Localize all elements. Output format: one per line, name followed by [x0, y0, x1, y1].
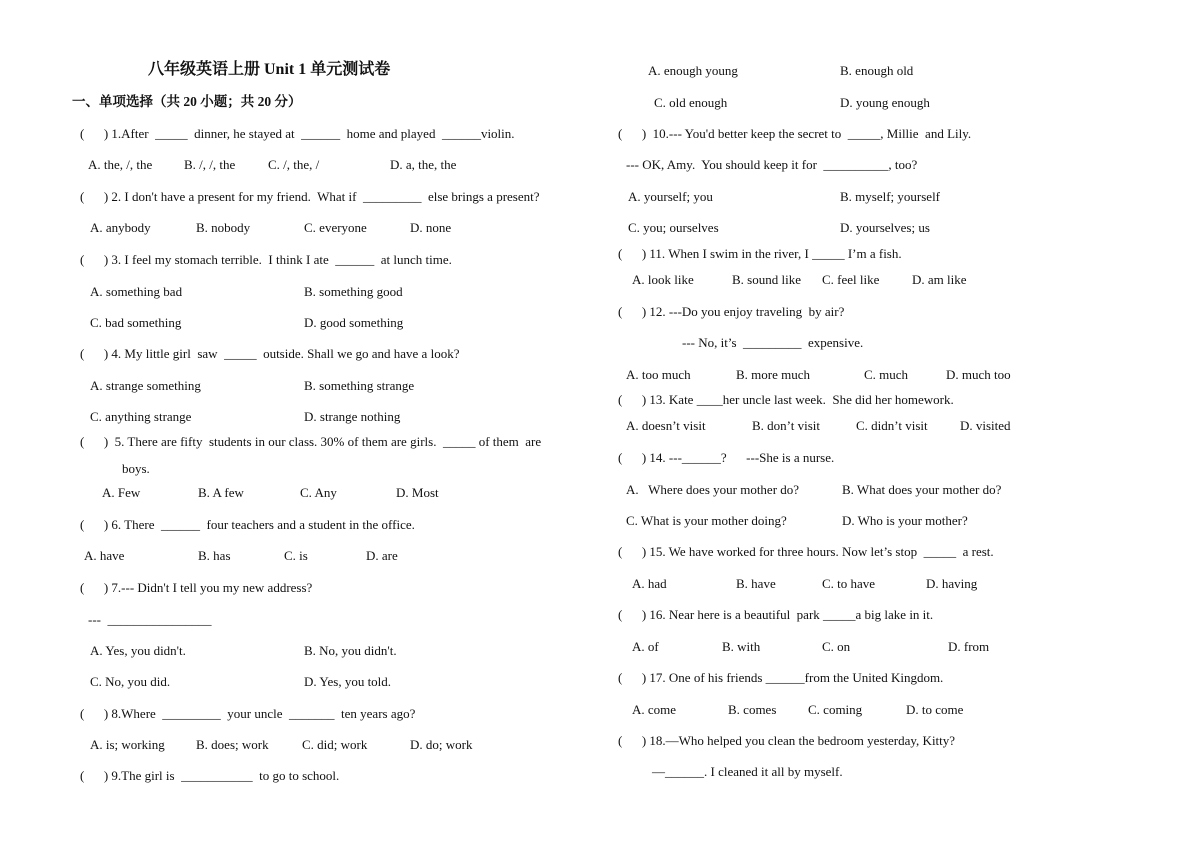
q6-option-c: C. is: [284, 548, 308, 563]
question-3: ( ) 3. I feel my stomach terrible. I think I ate ______ at lunch time.: [80, 252, 452, 267]
q1-option-c: C. /, the, /: [268, 157, 320, 172]
question-11: ( ) 11. When I swim in the river, I _____ I’m a fish.: [618, 246, 902, 261]
question-18-continued: —______. I cleaned it all by myself.: [652, 764, 843, 779]
question-13: ( ) 13. Kate ____her uncle last week. She did her homework.: [618, 392, 954, 407]
q9-option-d: D. young enough: [840, 95, 930, 110]
q4-option-b: B. something strange: [304, 378, 415, 393]
q8-option-d: D. do; work: [410, 737, 473, 752]
question-12: ( ) 12. ---Do you enjoy traveling by air?: [618, 304, 845, 319]
question-2: ( ) 2. I don't have a present for my friend. What if _________ else brings a present?: [80, 189, 540, 204]
q17-option-a: A. come: [632, 702, 677, 717]
q15-option-c: C. to have: [822, 576, 876, 591]
question-7-answer-line: --- ________________: [88, 612, 212, 627]
q1-option-d: D. a, the, the: [390, 157, 457, 172]
q5-option-c: C. Any: [300, 485, 337, 500]
q17-option-c: C. coming: [808, 702, 863, 717]
q17-option-b: B. comes: [728, 702, 777, 717]
q7-option-a: A. Yes, you didn't.: [90, 643, 186, 658]
question-10-continued: --- OK, Amy. You should keep it for __________, too?: [626, 157, 918, 172]
question-10: ( ) 10.--- You'd better keep the secret to _____, Millie and Lily.: [618, 126, 972, 141]
q9-option-c: C. old enough: [654, 95, 728, 110]
q16-option-d: D. from: [948, 639, 990, 654]
q16-option-c: C. on: [822, 639, 851, 654]
q12-option-b: B. more much: [736, 367, 811, 382]
q6-option-a: A. have: [84, 548, 125, 563]
q2-option-d: D. none: [410, 220, 452, 235]
question-5-continued: boys.: [122, 461, 150, 476]
section-heading: 一、单项选择（共 20 小题；共 20 分）: [72, 94, 302, 109]
q7-option-b: B. No, you didn't.: [304, 643, 397, 658]
q16-option-a: A. of: [632, 639, 659, 654]
q4-option-c: C. anything strange: [90, 409, 192, 424]
q3-option-c: C. bad something: [90, 315, 182, 330]
q16-option-b: B. with: [722, 639, 761, 654]
q5-option-a: A. Few: [102, 485, 141, 500]
q11-option-a: A. look like: [632, 272, 694, 287]
q2-option-c: C. everyone: [304, 220, 367, 235]
q9-option-a: A. enough young: [648, 63, 738, 78]
q7-option-c: C. No, you did.: [90, 674, 171, 689]
question-18: ( ) 18.—Who helped you clean the bedroom yesterday, Kitty?: [618, 733, 956, 748]
question-15: ( ) 15. We have worked for three hours. Now let’s stop _____ a rest.: [618, 544, 994, 559]
q14-option-a: A. Where does your mother do?: [626, 482, 800, 497]
q9-option-b: B. enough old: [840, 63, 914, 78]
q12-option-a: A. too much: [626, 367, 691, 382]
q11-option-d: D. am like: [912, 272, 967, 287]
q4-option-d: D. strange nothing: [304, 409, 401, 424]
question-14: ( ) 14. ---______? ---She is a nurse.: [618, 450, 835, 465]
page-title: 八年级英语上册 Unit 1 单元测试卷: [148, 61, 391, 78]
question-12-continued: --- No, it’s _________ expensive.: [682, 335, 864, 350]
q1-option-b: B. /, /, the: [184, 157, 236, 172]
q15-option-b: B. have: [736, 576, 776, 591]
q8-option-c: C. did; work: [302, 737, 368, 752]
q12-option-c: C. much: [864, 367, 909, 382]
q14-option-c: C. What is your mother doing?: [626, 513, 787, 528]
q1-option-a: A. the, /, the: [88, 157, 153, 172]
q6-option-d: D. are: [366, 548, 398, 563]
q10-option-c: C. you; ourselves: [628, 220, 719, 235]
q6-option-b: B. has: [198, 548, 231, 563]
question-16: ( ) 16. Near here is a beautiful park _____a big lake in it.: [618, 607, 934, 622]
q2-option-b: B. nobody: [196, 220, 251, 235]
q13-option-a: A. doesn’t visit: [626, 418, 706, 433]
q13-option-d: D. visited: [960, 418, 1011, 433]
q11-option-b: B. sound like: [732, 272, 801, 287]
q12-option-d: D. much too: [946, 367, 1011, 382]
q5-option-d: D. Most: [396, 485, 439, 500]
q13-option-c: C. didn’t visit: [856, 418, 928, 433]
q3-option-d: D. good something: [304, 315, 404, 330]
q5-option-b: B. A few: [198, 485, 244, 500]
q15-option-d: D. having: [926, 576, 978, 591]
question-1: ( ) 1.After _____ dinner, he stayed at ______ home and played ______violin.: [80, 126, 515, 141]
q4-option-a: A. strange something: [90, 378, 201, 393]
q3-option-b: B. something good: [304, 284, 403, 299]
question-17: ( ) 17. One of his friends ______from the United Kingdom.: [618, 670, 944, 685]
q10-option-d: D. yourselves; us: [840, 220, 930, 235]
q14-option-d: D. Who is your mother?: [842, 513, 968, 528]
question-6: ( ) 6. There ______ four teachers and a student in the office.: [80, 517, 415, 532]
q3-option-a: A. something bad: [90, 284, 183, 299]
q8-option-b: B. does; work: [196, 737, 269, 752]
question-5: ( ) 5. There are fifty students in our class. 30% of them are girls. _____ of them are: [80, 434, 542, 449]
q10-option-b: B. myself; yourself: [840, 189, 941, 204]
q7-option-d: D. Yes, you told.: [304, 674, 392, 689]
question-7: ( ) 7.--- Didn't I tell you my new address?: [80, 580, 313, 595]
q8-option-a: A. is; working: [90, 737, 165, 752]
question-8: ( ) 8.Where _________ your uncle _______ ten years ago?: [80, 706, 416, 721]
q2-option-a: A. anybody: [90, 220, 151, 235]
q14-option-b: B. What does your mother do?: [842, 482, 1002, 497]
q11-option-c: C. feel like: [822, 272, 880, 287]
q13-option-b: B. don’t visit: [752, 418, 821, 433]
question-4: ( ) 4. My little girl saw _____ outside. Shall we go and have a look?: [80, 346, 460, 361]
q10-option-a: A. yourself; you: [628, 189, 713, 204]
question-9: ( ) 9.The girl is ___________ to go to school.: [80, 768, 340, 783]
q17-option-d: D. to come: [906, 702, 964, 717]
q15-option-a: A. had: [632, 576, 667, 591]
